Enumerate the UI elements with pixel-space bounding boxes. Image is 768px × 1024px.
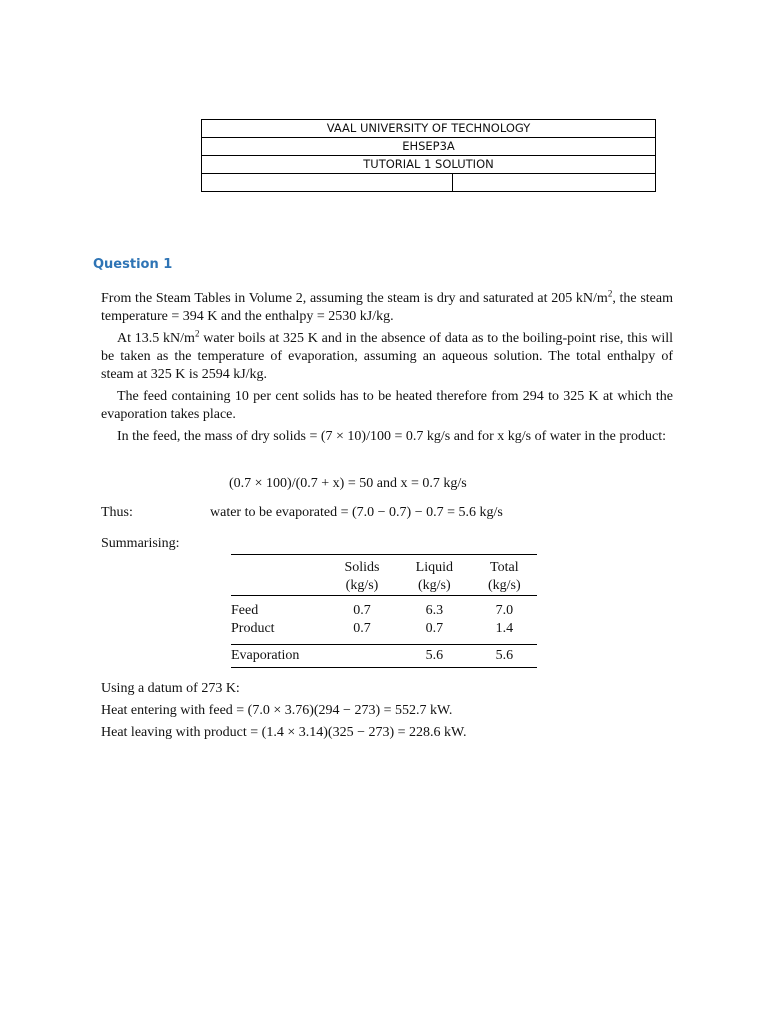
question-title: Question 1 [93, 257, 173, 272]
column-header: Liquid (kg/s) [397, 555, 472, 596]
equation-mass-balance: (0.7 × 100)/(0.7 + x) = 50 and x = 0.7 kg/s [229, 476, 467, 491]
paragraph-boiling: At 13.5 $kN/m^2$ water boils at 325 K and in the absence of data as to the boiling-point rise, this will be taken as the temperature of evaporation, assuming an aqueous solution. The total enthalpy of steam at 325 K is 2594 kJ/kg. [101, 328, 673, 382]
university-name: VAAL UNIVERSITY OF TECHNOLOGY [202, 120, 656, 138]
superscript: 2 [607, 288, 613, 299]
thus-label: Thus: [101, 505, 133, 520]
summarising-label: Summarising: [101, 536, 180, 551]
summary-table [231, 554, 537, 668]
header-table [201, 119, 656, 192]
course-code: EHSEP3A [202, 138, 656, 156]
table-row: Product 0.7 0.7 1.4 [231, 621, 514, 636]
tutorial-title: TUTORIAL 1 SOLUTION [202, 156, 656, 174]
empty-cell-right [453, 174, 656, 192]
column-header: Solids (kg/s) [327, 555, 397, 596]
datum-line: Using a datum of 273 K: [101, 681, 240, 696]
paragraph-feed-heating: The feed containing 10 per cent solids has to be heated therefore from 294 to 325 K at which the evaporation takes place. [101, 389, 673, 422]
table-row: Feed 0.7 6.3 7.0 [231, 596, 537, 621]
empty-cell-left [202, 174, 453, 192]
heat-entering-line: Heat entering with feed = (7.0 × 3.76)(294 − 273) = 552.7 kW. [101, 703, 453, 718]
column-header: Total (kg/s) [472, 555, 537, 596]
superscript: 2 [194, 328, 200, 339]
table-row: Evaporation 5.6 5.6 [231, 645, 537, 668]
paragraph-steam-tables: From the Steam Tables in Volume 2, assuming the steam is dry and saturated at 205 $kN/m^2$, the steam temperature = 394 K and the enthalpy = 2530 kJ/kg. [101, 288, 674, 324]
paragraph-dry-solids: In the feed, the mass of dry solids = (7 × 10)/100 = 0.7 kg/s and for x kg/s of water in the product: [117, 429, 666, 444]
heat-leaving-line: Heat leaving with product = (1.4 × 3.14)(325 − 273) = 228.6 kW. [101, 725, 467, 740]
table-header-row [231, 555, 537, 596]
equation-evaporated: water to be evaporated = (7.0 − 0.7) − 0.7 = 5.6 kg/s [210, 505, 503, 520]
